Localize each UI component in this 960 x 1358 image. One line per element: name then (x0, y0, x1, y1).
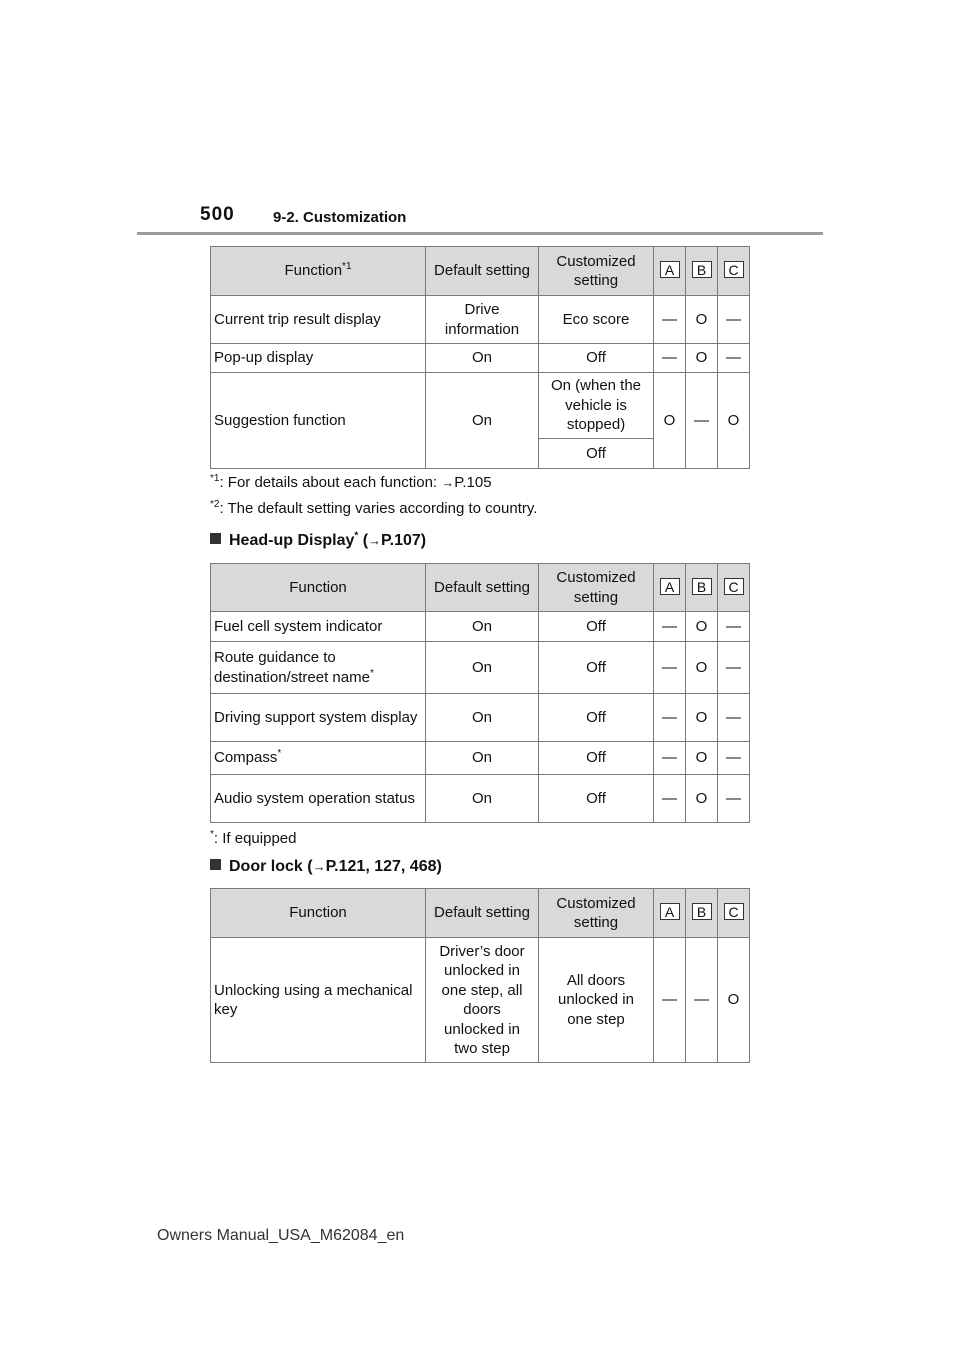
header-col-a (654, 889, 686, 938)
footnote: *: If equipped (210, 829, 297, 847)
row-c: O (718, 373, 750, 469)
row-c: — (718, 742, 750, 775)
column-b-label: B (692, 578, 712, 595)
table-header-row (211, 564, 750, 612)
row-custom: Off (539, 775, 654, 823)
table-door-lock (210, 888, 750, 1063)
row-b: O (686, 612, 718, 642)
section-title: 9-2. Customization (273, 209, 407, 226)
table-row (211, 373, 750, 439)
column-c-label: C (724, 903, 744, 920)
footnote: $^{*1}$: For details about each function: →P.105 (210, 473, 492, 491)
header-col-c (718, 564, 750, 612)
header-function: Function (211, 564, 426, 612)
header-col-a (654, 564, 686, 612)
row-function: Suggestion function (211, 373, 426, 469)
header-default-setting: Default setting (426, 889, 539, 938)
header-col-c (718, 247, 750, 296)
row-c: O (718, 938, 750, 1063)
row-custom: On (when the vehicle is stopped) (539, 373, 654, 439)
row-function: Audio system operation status (211, 775, 426, 823)
footnote: $^{*2}$: The default setting varies according to country. (210, 499, 538, 517)
row-default: On (426, 694, 539, 742)
row-default: On (426, 373, 539, 469)
header-customized-setting: Customized setting (539, 247, 654, 296)
table-row (211, 938, 750, 1063)
page-footer: Owners Manual_USA_M62084_en (157, 1227, 405, 1244)
row-custom: All doors unlocked in one step (539, 938, 654, 1063)
row-default: On (426, 344, 539, 373)
row-b: O (686, 775, 718, 823)
row-function: Route guidance to destination/street name* (211, 642, 426, 694)
table-head-up-display (210, 563, 750, 823)
row-b: O (686, 742, 718, 775)
row-custom: Off (539, 742, 654, 775)
header-default-setting: Default setting (426, 247, 539, 296)
header-customized-setting: Customized setting (539, 889, 654, 938)
header-default-setting: Default setting (426, 564, 539, 612)
row-function: Fuel cell system indicator (211, 612, 426, 642)
table-general-settings (210, 246, 750, 469)
row-custom: Off (539, 694, 654, 742)
row-a: — (654, 296, 686, 344)
header-rule (137, 232, 823, 235)
row-b: O (686, 694, 718, 742)
column-b-label: B (692, 903, 712, 920)
row-custom: Off (539, 612, 654, 642)
row-custom: Off (539, 642, 654, 694)
column-b-label: B (692, 261, 712, 278)
row-a: — (654, 775, 686, 823)
row-c: — (718, 612, 750, 642)
arrow-right-icon: → (368, 533, 382, 548)
table-row (211, 344, 750, 373)
table-row (211, 296, 750, 344)
square-bullet-icon (210, 533, 221, 544)
row-c: — (718, 296, 750, 344)
header-col-b (686, 889, 718, 938)
row-default: On (426, 775, 539, 823)
header-function: Function (211, 889, 426, 938)
row-a: — (654, 742, 686, 775)
row-c: — (718, 344, 750, 373)
row-a: — (654, 694, 686, 742)
arrow-right-icon: → (312, 859, 326, 874)
row-a: — (654, 642, 686, 694)
row-custom-alt: Off (539, 439, 654, 469)
column-c-label: C (724, 261, 744, 278)
column-a-label: A (660, 903, 680, 920)
row-default: On (426, 742, 539, 775)
column-a-label: A (660, 261, 680, 278)
row-b: O (686, 642, 718, 694)
row-function: Driving support system display (211, 694, 426, 742)
table-row (211, 694, 750, 742)
header-customized-setting: Customized setting (539, 564, 654, 612)
page-number: 500 (200, 204, 235, 225)
row-b: O (686, 344, 718, 373)
row-a: — (654, 938, 686, 1063)
row-a: — (654, 612, 686, 642)
table-row (211, 775, 750, 823)
table-row (211, 642, 750, 694)
heading-head-up-display: Head-up Display* (→P.107) (210, 532, 426, 550)
table-header-row (211, 889, 750, 938)
header-col-a (654, 247, 686, 296)
row-a: O (654, 373, 686, 469)
table-row (211, 612, 750, 642)
row-c: — (718, 694, 750, 742)
header-col-b (686, 564, 718, 612)
row-function: Compass* (211, 742, 426, 775)
row-c: — (718, 775, 750, 823)
row-a: — (654, 344, 686, 373)
header-function: Function$^{*1}$ (211, 247, 426, 296)
square-bullet-icon (210, 859, 221, 870)
table-header-row (211, 247, 750, 296)
row-default: Drive information (426, 296, 539, 344)
row-function: Pop-up display (211, 344, 426, 373)
arrow-right-icon: → (441, 475, 455, 490)
header-col-c (718, 889, 750, 938)
table-row (211, 742, 750, 775)
header-col-b (686, 247, 718, 296)
row-default: On (426, 612, 539, 642)
row-function: Current trip result display (211, 296, 426, 344)
row-function: Unlocking using a mechanical key (211, 938, 426, 1063)
column-a-label: A (660, 578, 680, 595)
row-b: O (686, 296, 718, 344)
heading-door-lock: Door lock (→P.121, 127, 468) (210, 858, 442, 876)
column-c-label: C (724, 578, 744, 595)
row-custom: Eco score (539, 296, 654, 344)
row-default: Driver’s door unlocked in one step, all doors unlocked in two step (426, 938, 539, 1063)
row-custom: Off (539, 344, 654, 373)
row-b: — (686, 938, 718, 1063)
row-b: — (686, 373, 718, 469)
row-c: — (718, 642, 750, 694)
row-default: On (426, 642, 539, 694)
